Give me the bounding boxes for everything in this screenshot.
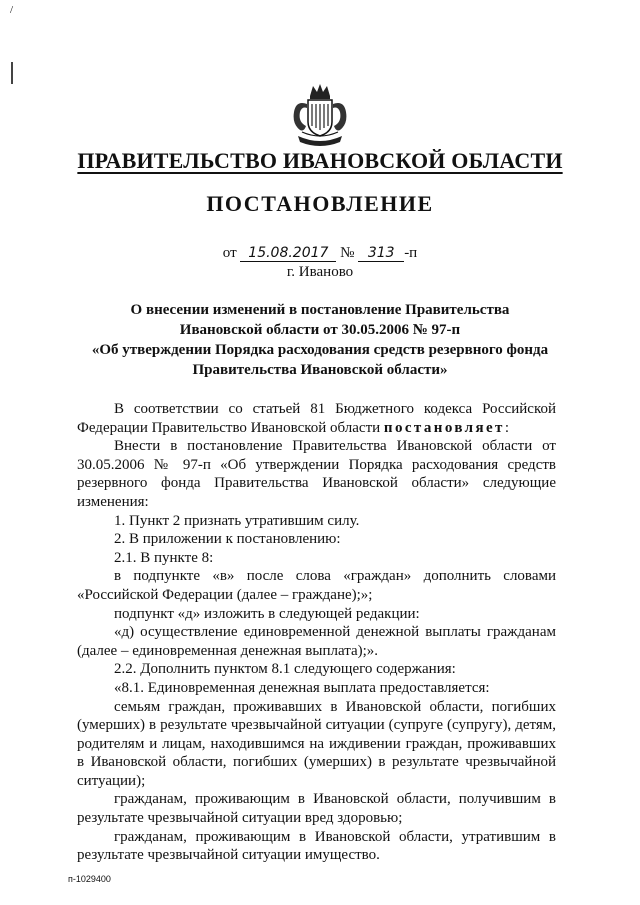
city: г. Иваново <box>286 264 354 280</box>
body-paragraph: в подпункте «в» после слова «граждан» дополнить словами «Российской Федерации (далее – граждане);»; <box>77 568 556 603</box>
body-paragraph: «д) осуществление единовременной денежной выплаты гражданам (далее – единовременная денежная выплата);». <box>77 624 556 659</box>
decides-word: постановляет <box>383 419 505 436</box>
organization-title: ПРАВИТЕЛЬСТВО ИВАНОВСКОЙ ОБЛАСТИ <box>77 148 563 173</box>
body-paragraph: 1. Пункт 2 признать утратившим силу. <box>114 512 360 529</box>
subject-line: Правительства Ивановской области» <box>192 362 448 378</box>
body-paragraph: Внести в постановление Правительства Ивановской области от 30.05.2006 № 97-п «Об утверждении Порядка расходования средств резервного фонда Правительства Ивановской области» следующие изменения: <box>77 438 556 510</box>
coat-of-arms-emblem <box>286 80 354 150</box>
subject-line: О внесении изменений в постановление Правительства <box>130 302 510 318</box>
body-paragraph: семьям граждан, проживавших в Ивановской области, погибших (умерших) в результате чрезвычайной ситуации (супруге (супругу), детям, родителям и лицам, находившимся на иждивении граждан, проживавших в Ивановской области, погибших (умерших) в результате чрезвычайной ситуации); <box>77 698 556 789</box>
date-prefix: от <box>222 245 237 261</box>
handwritten-date: 15.08.2017 <box>240 245 336 262</box>
body-paragraph: подпункт «д» изложить в следующей редакции: <box>114 605 420 622</box>
body-paragraph: гражданам, проживающим в Ивановской области, получившим в результате чрезвычайной ситуации вред здоровью; <box>77 791 556 827</box>
intro-paragraph: В соответствии со статьей 81 Бюджетного кодекса Российской Федерации Правительство Ивановской области постановляет: <box>77 401 556 436</box>
subject-line: «Об утверждении Порядка расходования средств резервного фонда <box>91 342 549 358</box>
body-paragraph: 2. В приложении к постановлению: <box>114 531 341 548</box>
footer-code: п-1029400 <box>68 874 111 884</box>
handwritten-number: 313 <box>358 245 404 262</box>
document-subject <box>0 300 640 380</box>
body-paragraph: гражданам, проживающим в Ивановской области, утратившим в результате чрезвычайной ситуации имущество. <box>77 828 556 864</box>
margin-mark <box>11 62 13 84</box>
date-number-line <box>0 245 640 262</box>
body-paragraph: 2.1. В пункте 8: <box>114 549 214 566</box>
document-type: ПОСТАНОВЛЕНИЕ <box>206 191 434 216</box>
body-paragraph: «8.1. Единовременная денежная выплата предоставляется: <box>114 679 490 696</box>
number-suffix: -п <box>404 245 418 261</box>
subject-line: Ивановской области от 30.05.2006 № 97-п <box>179 322 461 338</box>
number-prefix: № <box>340 245 355 261</box>
body-paragraph: 2.2. Дополнить пунктом 8.1 следующего содержания: <box>114 661 456 678</box>
document-body <box>77 400 556 865</box>
corner-mark: / <box>10 4 14 16</box>
